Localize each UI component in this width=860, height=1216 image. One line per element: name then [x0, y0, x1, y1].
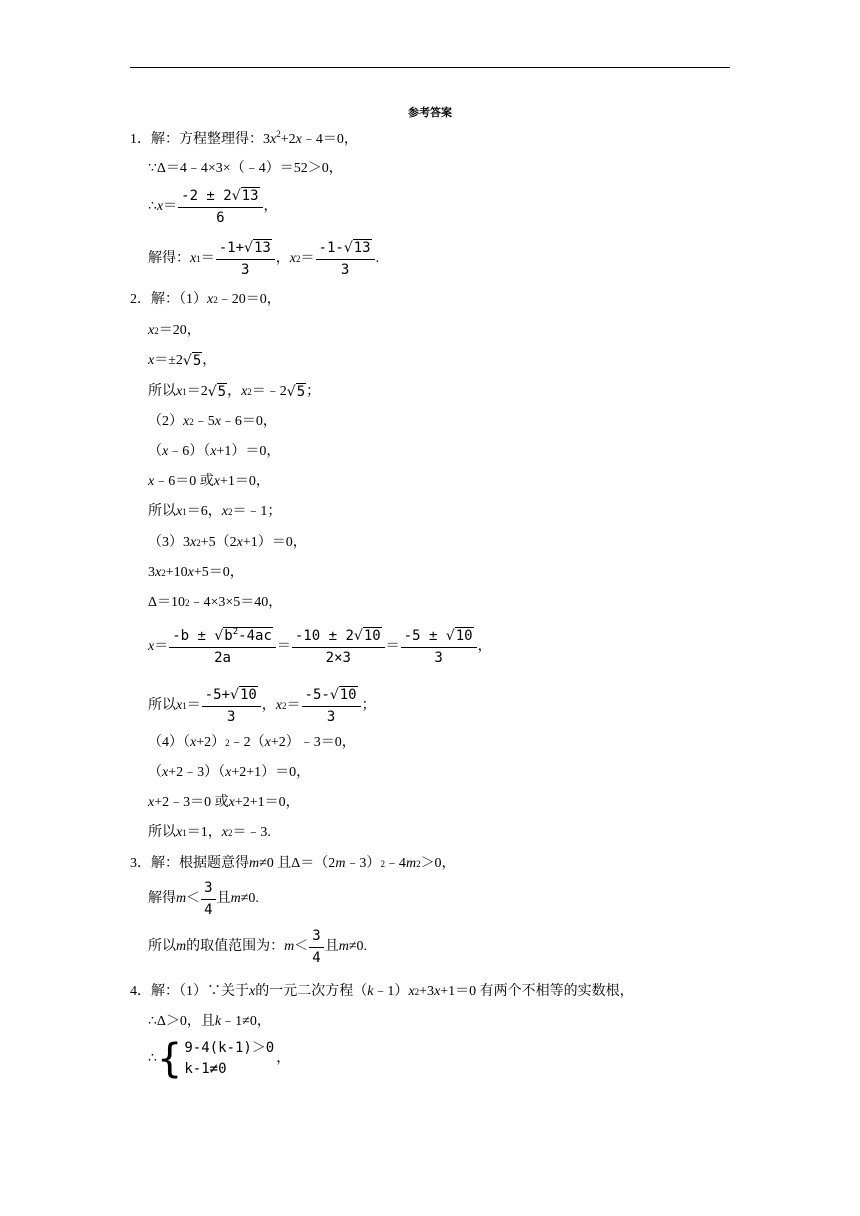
q1-x2-fraction: $\frac{-1-√13}{3}$ [316, 238, 375, 279]
system-brace: { [156, 1036, 183, 1082]
q1-x1-fraction: $\frac{-1+√13}{3}$ [216, 238, 275, 279]
q2-line-16: 所以 x 1 ＝1， x 2 ＝﹣3. [148, 825, 271, 840]
q2-fraction-3: $\frac{-5 \pm √10}{3}$ [401, 626, 477, 667]
q3-line-1: 3． 解：根据题意得 m ≠0 且Δ＝（2 m ﹣3） 2 ﹣4 m 2 ＞0， [130, 856, 456, 871]
q4-line-system: ∴ { 9-4(k-1)＞0 k-1≠0 ， [148, 1036, 291, 1082]
q2-line-quadratic-formula: x ＝ $\frac{-b \pm √b^2-4ac}{2a}$ ＝ $\frac{-10 \pm 2√10}{2\times 3}$ ＝ $\frac{-5 \pm √10}{3}$ ， [148, 627, 492, 666]
q3-line-3: 所以 m 的取值范围为： m ＜ $\frac{3}{4}$ 且 m ≠0. [148, 928, 367, 966]
inequality-system: 9-4(k-1)＞0 k-1≠0 [184, 1040, 275, 1077]
q2-line-11: Δ＝10 2 ﹣4×3×5＝40， [148, 595, 283, 610]
page-title: 参考答案 [408, 107, 452, 119]
q2-line-15: x +2﹣3＝0 或 x +2+1＝0， [148, 795, 300, 810]
q1-line-result: 解得： x 1 ＝ $\frac{-1+√13}{3}$ ， x 2 ＝ $\frac{-1-√13}{3}$ . [148, 240, 380, 278]
q4-line-1: 4． 解：（1）∵关于 x 的一元二次方程（ k ﹣1） x 2 +3 x +1＝0 有两个不相等的实数根， [130, 984, 634, 999]
q3-line-2: 解得 m ＜ $\frac{3}{4}$ 且 m ≠0. [148, 880, 259, 918]
q1-line-1: 1． 解：方程整理得： $3x^2+2x﹣4=0$， [130, 129, 358, 147]
q2-line-1: 2． 解：（1） x 2 ﹣20＝0， [130, 292, 281, 307]
q4-line-2: ∴Δ＞0，且 k ﹣1≠0， [148, 1014, 271, 1029]
q2-line-5: （2） x 2 ﹣5 x ﹣6＝0， [148, 414, 277, 429]
q1-number: 1． [130, 132, 151, 147]
q1-line-x: ∴x＝ $\frac{-2 \pm 2√13}{6}$ ， [148, 188, 278, 226]
q2-fraction-2: $\frac{-10 \pm 2√10}{2\times 3}$ [292, 626, 385, 667]
q2-line-3: x ＝±2 √5 ， [148, 353, 217, 369]
q2-line-6: （ x ﹣6）（ x +1）＝0， [148, 444, 281, 459]
q2-line-12: 所以 x 1 ＝ $\frac{-5+√10}{3}$ ， x 2 ＝ $\frac{-5-√10}{3}$ ； [148, 687, 376, 725]
q1-line-delta: ∵Δ＝4﹣4×3×（﹣4）＝52＞0， [148, 161, 343, 176]
q1-fraction: $\frac{-2 \pm 2√13}{6}$ [178, 186, 262, 227]
q2-line-8: 所以 x 1 ＝6， x 2 ＝﹣1； [148, 504, 282, 519]
header-rule [130, 67, 730, 68]
q2-line-4: 所以 x 1 ＝2 √5 ， x 2 ＝﹣2 √5 ； [148, 384, 321, 400]
q2-line-10: 3 x 2 +10 x +5＝0， [148, 565, 244, 580]
q1-equation: $3x^2+2x﹣4=0$， [263, 129, 358, 147]
q2-line-14: （ x +2﹣3）（ x +2+1）＝0， [148, 765, 311, 780]
quadratic-formula-fraction: $\frac{-b \pm √b^2-4ac}{2a}$ [169, 626, 276, 667]
q2-line-2: x 2 ＝20， [148, 323, 201, 338]
q2-line-9: （3）3 x 2 +5（2 x +1）＝0， [148, 535, 307, 550]
q2-line-13: （4）（ x +2） 2 ﹣2（ x +2）﹣3＝0， [148, 735, 356, 750]
q2-line-7: x ﹣6＝0 或 x +1＝0， [148, 474, 270, 489]
